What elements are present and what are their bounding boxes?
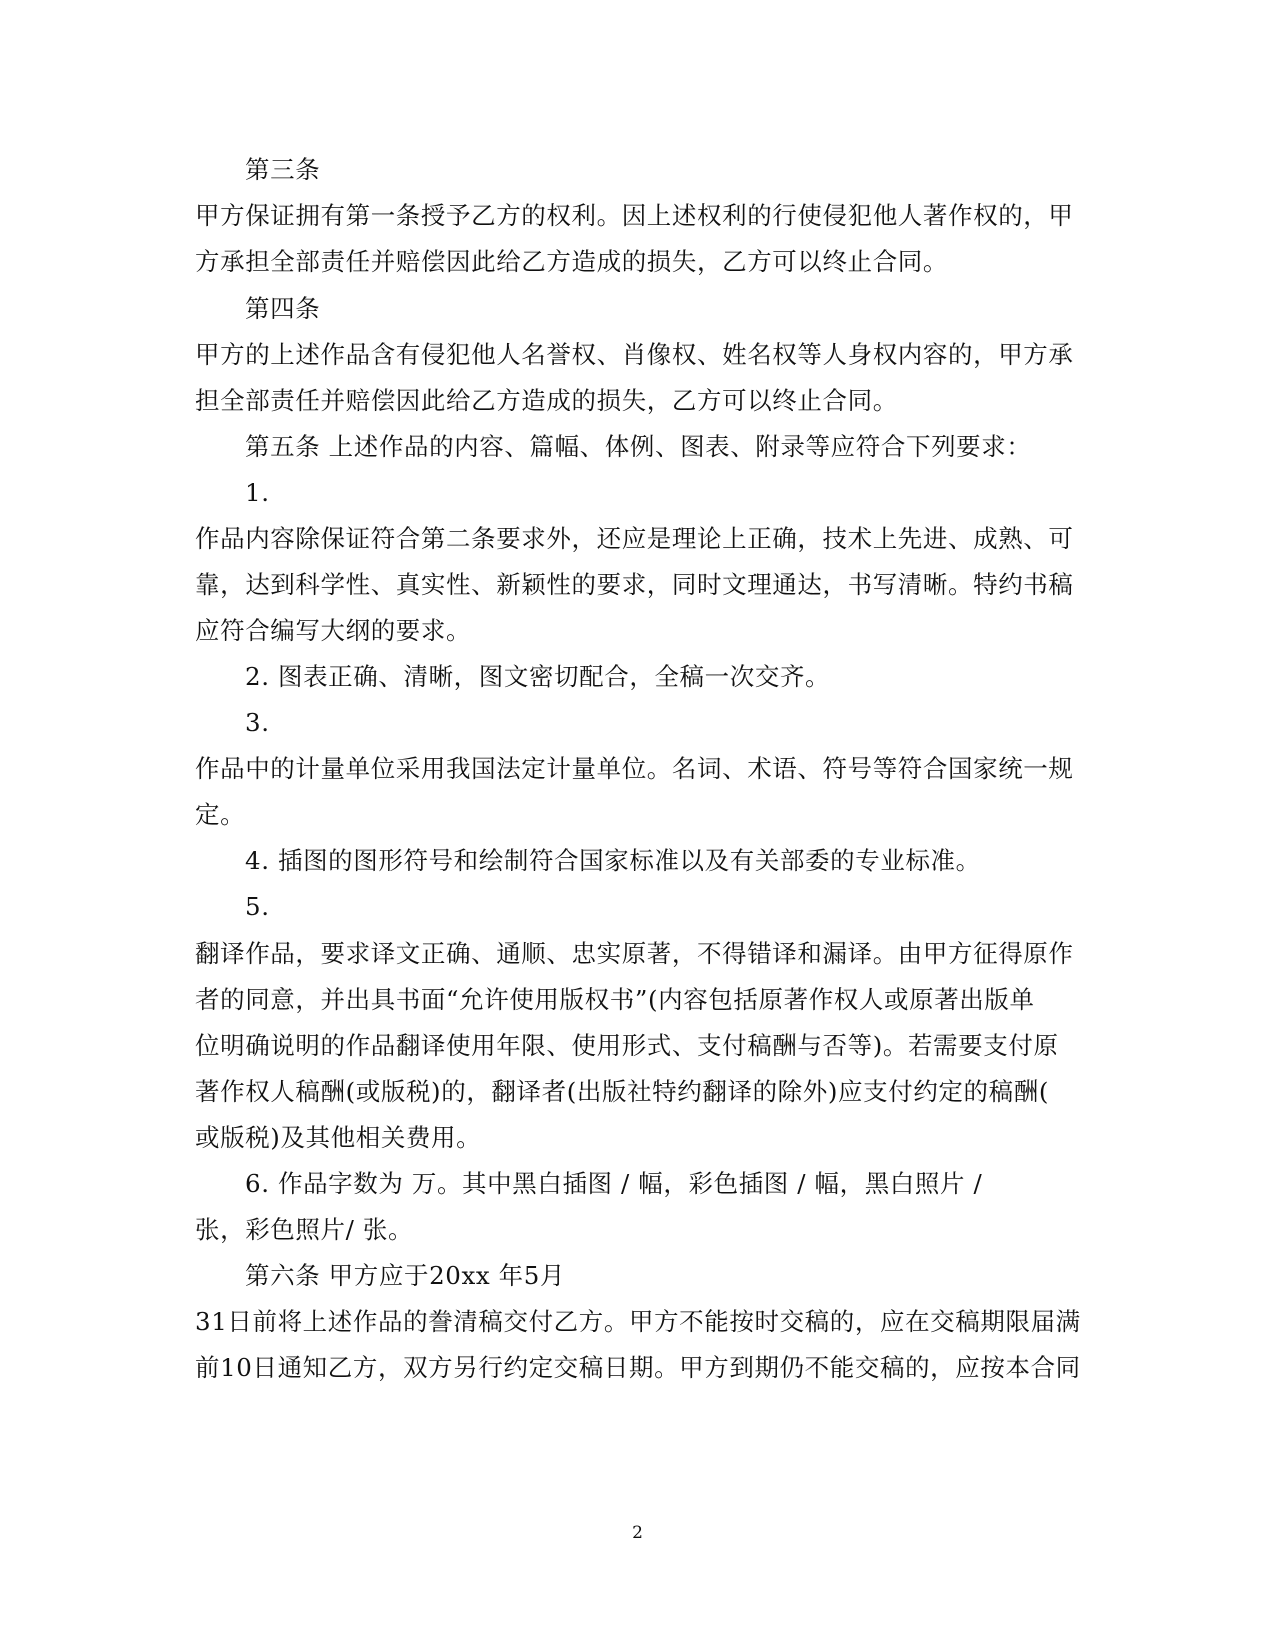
list-number-5: 5. (245, 892, 270, 921)
paragraph-line: 方承担全部责任并赔偿因此给乙方造成的损失，乙方可以终止合同。 (195, 247, 948, 276)
paragraph-line: 翻译作品，要求译文正确、通顺、忠实原著，不得错译和漏译。由甲方征得原作 (195, 939, 1074, 968)
paragraph-line: 甲方保证拥有第一条授予乙方的权利。因上述权利的行使侵犯他人著作权的，甲 (195, 201, 1074, 230)
heading-article-5: 第五条 上述作品的内容、篇幅、体例、图表、附录等应符合下列要求： (245, 432, 1032, 461)
paragraph-line: 31日前将上述作品的誊清稿交付乙方。甲方不能按时交稿的，应在交稿期限届满 (195, 1307, 1081, 1336)
list-item-6: 6. 作品字数为 万。其中黑白插图 / 幅，彩色插图 / 幅，黑白照片 / (245, 1169, 983, 1198)
paragraph-line: 或版税)及其他相关费用。 (195, 1123, 482, 1152)
paragraph-line: 者的同意，并出具书面“允许使用版权书”(内容包括原著作权人或原著出版单 (195, 985, 1035, 1014)
paragraph-line: 位明确说明的作品翻译使用年限、使用形式、支付稿酬与否等)。若需要支付原 (195, 1031, 1059, 1060)
paragraph-line: 甲方的上述作品含有侵犯他人名誉权、肖像权、姓名权等人身权内容的，甲方承 (195, 340, 1074, 369)
heading-article-4: 第四条 (245, 294, 321, 323)
list-item-4: 4. 插图的图形符号和绘制符合国家标准以及有关部委的专业标准。 (245, 846, 981, 875)
paragraph-line: 应符合编写大纲的要求。 (195, 616, 472, 645)
list-item-2: 2. 图表正确、清晰，图文密切配合，全稿一次交齐。 (245, 662, 831, 691)
list-number-3: 3. (245, 708, 270, 737)
heading-article-6: 第六条 甲方应于20xx 年5月 (245, 1261, 566, 1290)
paragraph-line: 定。 (195, 800, 246, 829)
paragraph-line: 作品内容除保证符合第二条要求外，还应是理论上正确，技术上先进、成熟、可 (195, 524, 1074, 553)
paragraph-line: 担全部责任并赔偿因此给乙方造成的损失，乙方可以终止合同。 (195, 386, 898, 415)
paragraph-line: 靠，达到科学性、真实性、新颖性的要求，同时文理通达，书写清晰。特约书稿 (195, 570, 1074, 599)
list-number-1: 1. (245, 478, 270, 507)
heading-article-3: 第三条 (245, 155, 321, 184)
paragraph-line: 前10日通知乙方，双方另行约定交稿日期。甲方到期仍不能交稿的，应按本合同 (195, 1353, 1081, 1382)
page-number: 2 (632, 1523, 643, 1543)
paragraph-line: 张，彩色照片/ 张。 (195, 1215, 414, 1244)
paragraph-line: 作品中的计量单位采用我国法定计量单位。名词、术语、符号等符合国家统一规 (195, 754, 1074, 783)
paragraph-line: 著作权人稿酬(或版税)的，翻译者(出版社特约翻译的除外)应支付约定的稿酬( (195, 1077, 1049, 1106)
